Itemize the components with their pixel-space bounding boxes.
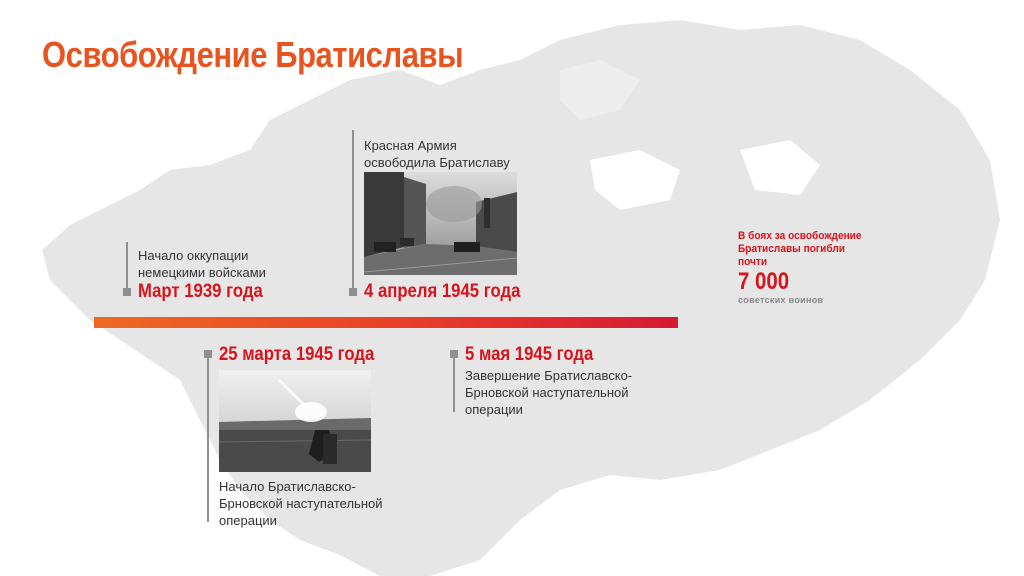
event-marker-square	[123, 288, 131, 296]
event-marker-line	[207, 350, 209, 522]
event-description: Красная Армия освободила Братиславу	[364, 138, 510, 170]
event-marker-line	[126, 242, 128, 294]
event-description: Завершение Братиславско- Брновской наступательной операции	[465, 368, 633, 417]
stat-number: 7 000	[738, 268, 790, 295]
event-description: Начало Братиславско- Брновской наступательной операции	[219, 479, 383, 528]
event-description: Начало оккупации немецкими войсками	[138, 248, 266, 280]
timeline-bar	[94, 317, 678, 328]
event-date: 25 марта 1945 года	[219, 344, 375, 365]
bratislava-street-photo	[364, 172, 517, 275]
event-date: 5 мая 1945 года	[465, 344, 594, 365]
page-title: Освобождение Братиславы	[42, 34, 464, 75]
stat-caption: В боях за освобождение Братиславы погибли почти	[738, 230, 862, 268]
event-date: 4 апреля 1945 года	[364, 281, 521, 302]
event-marker-square	[349, 288, 357, 296]
event-date: Март 1939 года	[138, 281, 263, 302]
stat-unit: советских воинов	[738, 295, 824, 305]
event-marker-line	[352, 130, 354, 294]
river-battle-photo	[219, 370, 371, 472]
event-marker-line	[453, 350, 455, 412]
